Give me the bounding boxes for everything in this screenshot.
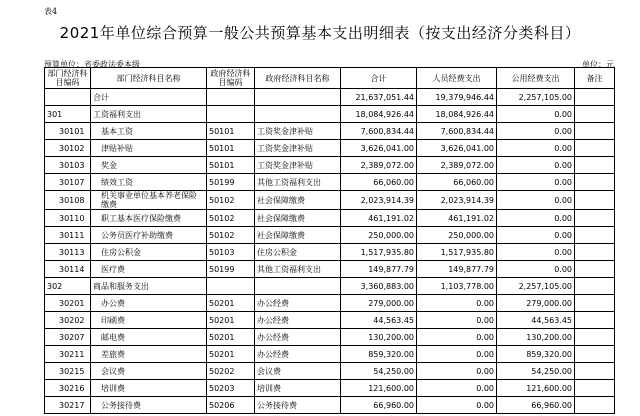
cell-personnel: 18,084,926.44 [417,106,497,123]
table-row [45,346,615,363]
cell-public: 0.00 [497,261,575,278]
cell-dept-name: 办公费 [91,295,207,312]
cell-note [575,312,615,329]
cell-gov-name: 办公经费 [255,346,341,363]
cell-gov-name: 工资奖金津补贴 [255,140,341,157]
cell-dept-code: 30111 [45,227,91,244]
cell-gov-code: 50206 [207,397,255,414]
cell-personnel: 66,060.00 [417,174,497,191]
cell-personnel: 1,103,778.00 [417,278,497,295]
cell-note [575,295,615,312]
cell-dept-code: 30108 [45,191,91,210]
cell-public: 66,960.00 [497,397,575,414]
cell-public: 121,600.00 [497,380,575,397]
cell-gov-name: 公务接待费 [255,397,341,414]
cell-gov-code: 50199 [207,261,255,278]
cell-total: 66,960.00 [341,397,417,414]
cell-dept-name: 差旅费 [91,346,207,363]
cell-gov-name [255,278,341,295]
cell-gov-code: 50102 [207,227,255,244]
cell-personnel: 0.00 [417,397,497,414]
cell-dept-name: 医疗费 [91,261,207,278]
table-row [45,244,615,261]
cell-dept-code: 30113 [45,244,91,261]
cell-personnel: 3,626,041.00 [417,140,497,157]
cell-personnel: 2,389,072.00 [417,157,497,174]
cell-personnel: 0.00 [417,329,497,346]
cell-dept-code: 302 [45,278,91,295]
cell-dept-name: 印刷费 [91,312,207,329]
cell-total: 1,517,935.80 [341,244,417,261]
cell-personnel: 1,517,935.80 [417,244,497,261]
cell-dept-code: 30103 [45,157,91,174]
cell-dept-code: 30215 [45,363,91,380]
cell-total: 66,060.00 [341,174,417,191]
cell-dept-name: 公务接待费 [91,397,207,414]
cell-total: 121,600.00 [341,380,417,397]
cell-dept-code: 30102 [45,140,91,157]
cell-public: 0.00 [497,106,575,123]
cell-gov-code: 50102 [207,210,255,227]
cell-gov-name: 住房公积金 [255,244,341,261]
cell-gov-name: 培训费 [255,380,341,397]
table-row [45,329,615,346]
cell-public: 2,257,105.00 [497,89,575,106]
table-row [45,123,615,140]
cell-note [575,227,615,244]
currency-unit-label: 单位：元 [582,60,614,69]
cell-gov-code: 50201 [207,295,255,312]
cell-total: 3,360,883.00 [341,278,417,295]
header-public: 公用经费支出 [497,68,575,89]
cell-total: 149,877.79 [341,261,417,278]
cell-personnel: 0.00 [417,312,497,329]
cell-total: 3,626,041.00 [341,140,417,157]
header-gov-name: 政府经济科目名称 [255,68,341,89]
cell-note [575,363,615,380]
cell-total: 250,000.00 [341,227,417,244]
cell-dept-code: 30217 [45,397,91,414]
cell-total: 279,000.00 [341,295,417,312]
cell-gov-code [207,89,255,106]
cell-dept-name: 住房公积金 [91,244,207,261]
cell-personnel: 0.00 [417,346,497,363]
cell-total: 130,200.00 [341,329,417,346]
cell-dept-name: 机关事业单位基本养老保险缴费 [91,191,207,210]
cell-dept-name: 绩效工资 [91,174,207,191]
cell-gov-code: 50201 [207,329,255,346]
cell-total: 21,637,051.44 [341,89,417,106]
budget-unit-label: 预算单位：省委政法委本级 [44,60,140,69]
page-title: 2021年单位综合预算一般公共预算基本支出明细表（按支出经济分类科目） [59,24,581,42]
cell-dept-code: 30107 [45,174,91,191]
cell-gov-name: 工资奖金津补贴 [255,157,341,174]
table-row [45,380,615,397]
table-row [45,89,615,106]
cell-gov-code: 50201 [207,312,255,329]
header-note: 备注 [575,68,615,89]
cell-note [575,89,615,106]
cell-note [575,174,615,191]
cell-total: 2,023,914.39 [341,191,417,210]
cell-gov-code: 50202 [207,363,255,380]
cell-note [575,380,615,397]
cell-note [575,106,615,123]
cell-dept-code: 30201 [45,295,91,312]
cell-personnel: 0.00 [417,363,497,380]
cell-personnel: 149,877.79 [417,261,497,278]
cell-public: 130,200.00 [497,329,575,346]
cell-personnel: 0.00 [417,295,497,312]
cell-gov-name: 工资奖金津补贴 [255,123,341,140]
cell-total: 54,250.00 [341,363,417,380]
table-row [45,261,615,278]
cell-total: 18,084,926.44 [341,106,417,123]
cell-total: 2,389,072.00 [341,157,417,174]
cell-gov-code: 50101 [207,157,255,174]
cell-public: 0.00 [497,157,575,174]
budget-table [44,67,615,414]
cell-dept-name: 公务员医疗补助缴费 [91,227,207,244]
cell-personnel: 7,600,834.44 [417,123,497,140]
cell-public: 0.00 [497,191,575,210]
cell-gov-name: 社会保障缴费 [255,210,341,227]
cell-gov-code: 50103 [207,244,255,261]
table-row [45,191,615,210]
cell-gov-name: 办公经费 [255,295,341,312]
cell-public: 0.00 [497,140,575,157]
table-row [45,363,615,380]
cell-public: 44,563.45 [497,312,575,329]
cell-gov-code: 50203 [207,380,255,397]
cell-gov-name: 会议费 [255,363,341,380]
cell-dept-name: 会议费 [91,363,207,380]
table-row [45,312,615,329]
cell-note [575,329,615,346]
table-row [45,210,615,227]
table-row [45,295,615,312]
cell-gov-code [207,106,255,123]
cell-public: 279,000.00 [497,295,575,312]
cell-note [575,140,615,157]
cell-dept-code: 30216 [45,380,91,397]
header-gov-code: 政府经济科目编码 [207,68,255,89]
cell-public: 0.00 [497,244,575,261]
cell-dept-name: 职工基本医疗保险缴费 [91,210,207,227]
cell-gov-name: 社会保障缴费 [255,191,341,210]
cell-dept-code: 301 [45,106,91,123]
cell-dept-code [45,89,91,106]
table-row [45,174,615,191]
cell-total: 7,600,834.44 [341,123,417,140]
cell-dept-code: 30211 [45,346,91,363]
table-row [45,227,615,244]
cell-public: 54,250.00 [497,363,575,380]
cell-dept-code: 30207 [45,329,91,346]
cell-dept-name: 合计 [91,89,207,106]
cell-dept-name: 培训费 [91,380,207,397]
cell-public: 0.00 [497,174,575,191]
cell-total: 859,320.00 [341,346,417,363]
cell-dept-code: 30114 [45,261,91,278]
cell-note [575,157,615,174]
table-number-label: 表4 [44,7,58,16]
cell-personnel: 250,000.00 [417,227,497,244]
cell-gov-code: 50101 [207,123,255,140]
cell-gov-code: 50201 [207,346,255,363]
cell-dept-code: 30101 [45,123,91,140]
cell-note [575,210,615,227]
cell-total: 44,563.45 [341,312,417,329]
cell-dept-code: 30110 [45,210,91,227]
cell-personnel: 461,191.02 [417,210,497,227]
cell-gov-code: 50199 [207,174,255,191]
header-total: 合计 [341,68,417,89]
cell-personnel: 19,379,946.44 [417,89,497,106]
cell-public: 2,257,105.00 [497,278,575,295]
table-row [45,140,615,157]
cell-gov-code: 50101 [207,140,255,157]
cell-public: 0.00 [497,227,575,244]
cell-dept-name: 工资福利支出 [91,106,207,123]
cell-gov-name: 办公经费 [255,329,341,346]
header-personnel: 人员经费支出 [417,68,497,89]
cell-note [575,191,615,210]
cell-note [575,123,615,140]
cell-public: 0.00 [497,210,575,227]
cell-dept-code: 30202 [45,312,91,329]
cell-dept-name: 邮电费 [91,329,207,346]
cell-note [575,261,615,278]
table-row [45,278,615,295]
cell-public: 0.00 [497,123,575,140]
cell-gov-name [255,89,341,106]
cell-gov-name: 社会保障缴费 [255,227,341,244]
cell-note [575,397,615,414]
cell-dept-name: 奖金 [91,157,207,174]
cell-gov-name: 其他工资福利支出 [255,261,341,278]
table-row [45,397,615,414]
cell-dept-name: 基本工资 [91,123,207,140]
header-dept-name: 部门经济科目名称 [91,68,207,89]
cell-gov-name: 其他工资福利支出 [255,174,341,191]
table-row [45,157,615,174]
cell-gov-code [207,278,255,295]
table-row [45,106,615,123]
cell-note [575,346,615,363]
cell-dept-name: 商品和服务支出 [91,278,207,295]
cell-dept-name: 津贴补贴 [91,140,207,157]
cell-gov-name: 办公经费 [255,312,341,329]
header-dept-code: 部门经济科目编码 [45,68,91,89]
table-header-row [45,68,615,89]
cell-gov-name [255,106,341,123]
cell-gov-code: 50102 [207,191,255,210]
cell-personnel: 0.00 [417,380,497,397]
cell-personnel: 2,023,914.39 [417,191,497,210]
cell-note [575,278,615,295]
cell-public: 859,320.00 [497,346,575,363]
cell-total: 461,191.02 [341,210,417,227]
cell-note [575,244,615,261]
